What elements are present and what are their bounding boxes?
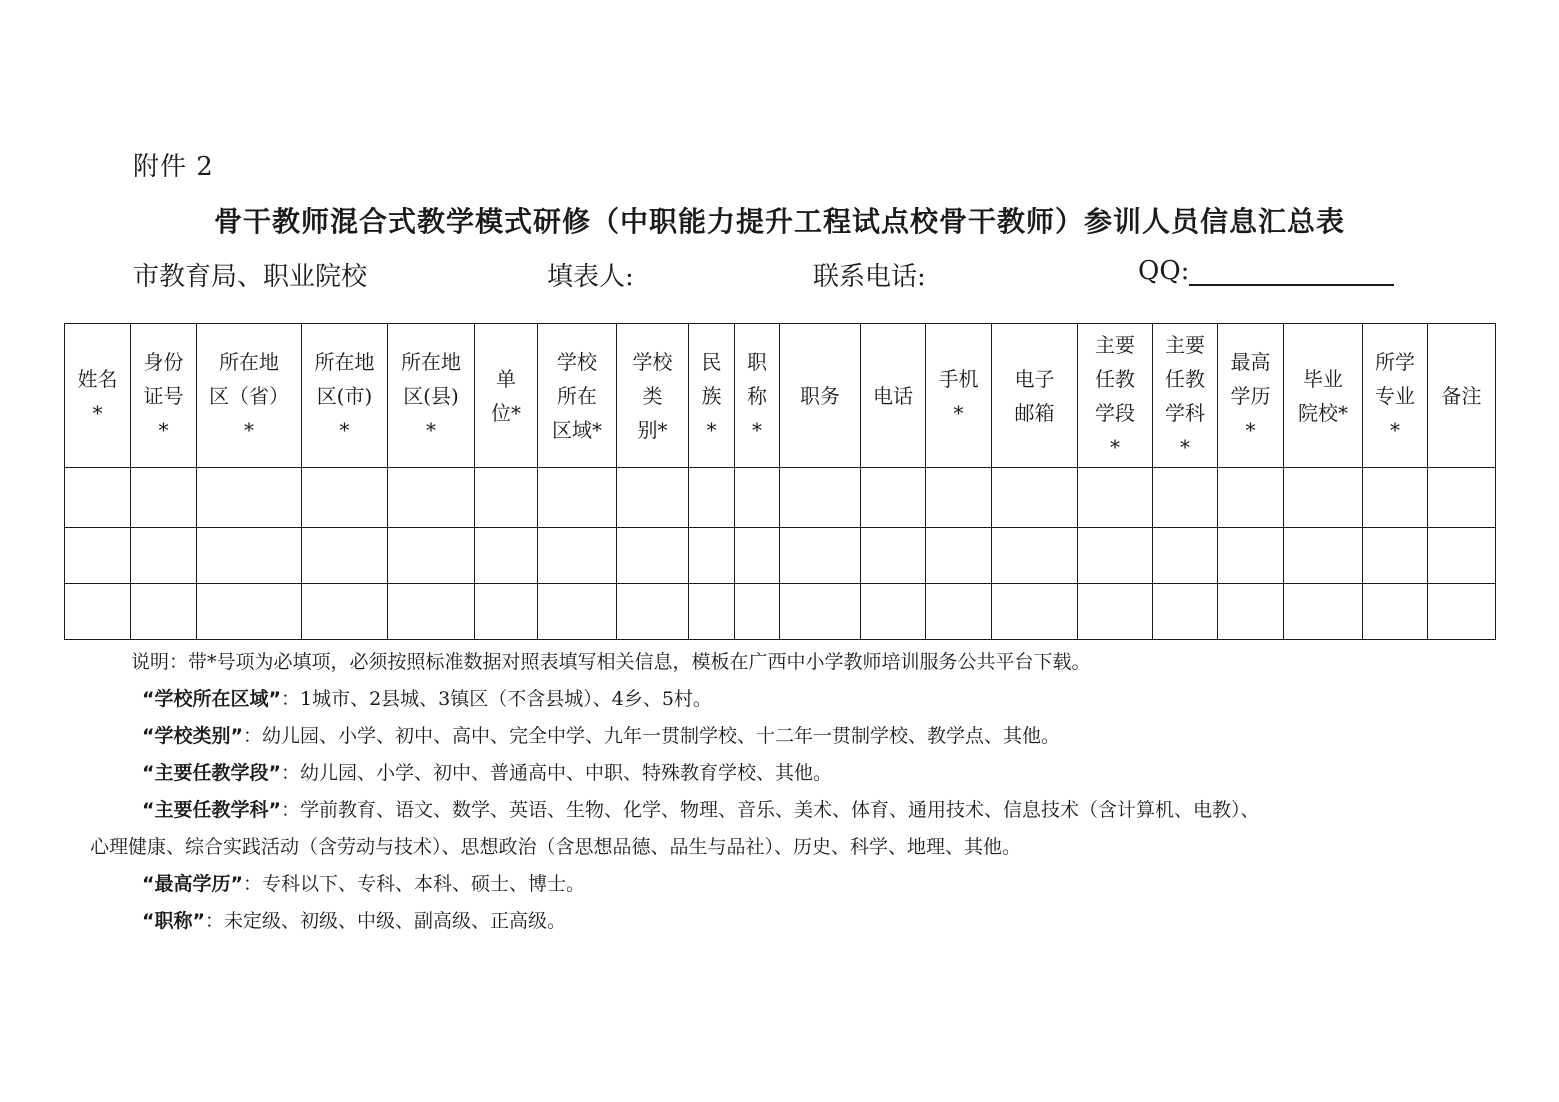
column-header: 职 称 * [735, 324, 780, 468]
table-cell-input[interactable] [388, 584, 475, 640]
note-subject: “主要任教学科”：学前教育、语文、数学、英语、生物、化学、物理、音乐、美术、体育、通用技术、信息技术（含计算机、电教）、 [142, 799, 1260, 821]
column-header: 电话 [861, 324, 926, 468]
table-cell-input[interactable] [689, 584, 735, 640]
table-cell-input[interactable] [926, 468, 992, 528]
table-cell-input[interactable] [475, 468, 538, 528]
table-cell-input[interactable] [926, 584, 992, 640]
column-header: 所在地 区(县) * [388, 324, 475, 468]
table-cell-input[interactable] [1078, 584, 1153, 640]
table-cell-input[interactable] [65, 528, 131, 584]
info-table [64, 323, 1496, 640]
table-cell-input[interactable] [1284, 528, 1363, 584]
note-title-rank: “职称”：未定级、初级、中级、副高级、正高级。 [142, 910, 566, 932]
note-region: “学校所在区域”：1城市、2县城、3镇区（不含县城）、4乡、5村。 [142, 688, 712, 710]
table-cell-input[interactable] [1078, 528, 1153, 584]
table-cell-input[interactable] [65, 468, 131, 528]
column-header: 最高 学历 * [1218, 324, 1284, 468]
note-intro: 说明：带*号项为必填项，必须按照标准数据对照表填写相关信息，模板在广西中小学教师培训服务公共平台下载。 [131, 651, 1091, 673]
table-cell-input[interactable] [926, 528, 992, 584]
table-cell-input[interactable] [1284, 468, 1363, 528]
column-header: 所在地 区(市) * [302, 324, 388, 468]
table-cell-input[interactable] [1218, 528, 1284, 584]
fill-qq-field [1138, 256, 1394, 286]
column-header: 毕业 院校* [1284, 324, 1363, 468]
table-cell-input[interactable] [1428, 468, 1496, 528]
fill-qq-label: QQ: [1138, 256, 1190, 286]
table-cell-input[interactable] [131, 528, 197, 584]
table-cell-input[interactable] [1428, 528, 1496, 584]
table-cell-input[interactable] [689, 468, 735, 528]
table-cell-input[interactable] [197, 468, 302, 528]
table-cell-input[interactable] [131, 468, 197, 528]
column-header: 主要 任教 学段 * [1078, 324, 1153, 468]
table-cell-input[interactable] [475, 584, 538, 640]
table-cell-input[interactable] [388, 468, 475, 528]
table-cell-input[interactable] [735, 528, 780, 584]
column-header: 职务 [780, 324, 861, 468]
table-cell-input[interactable] [538, 468, 617, 528]
fill-phone-label: 联系电话: [813, 262, 926, 292]
notes-section [90, 644, 1490, 940]
table-cell-input[interactable] [689, 528, 735, 584]
table-row [65, 584, 1496, 640]
table-cell-input[interactable] [992, 468, 1078, 528]
table-cell-input[interactable] [538, 528, 617, 584]
column-header: 备注 [1428, 324, 1496, 468]
table-cell-input[interactable] [197, 584, 302, 640]
annex-label: 附件 2 [133, 152, 214, 182]
table-cell-input[interactable] [735, 584, 780, 640]
table-cell-input[interactable] [1153, 584, 1218, 640]
table-cell-input[interactable] [617, 584, 689, 640]
table-cell-input[interactable] [1153, 468, 1218, 528]
table-header-row [65, 324, 1496, 468]
table-cell-input[interactable] [992, 528, 1078, 584]
qq-blank-line [1189, 256, 1394, 286]
table-cell-input[interactable] [617, 468, 689, 528]
table-cell-input[interactable] [617, 528, 689, 584]
table-cell-input[interactable] [780, 528, 861, 584]
column-header: 主要 任教 学科 * [1153, 324, 1218, 468]
table-cell-input[interactable] [475, 528, 538, 584]
table-cell-input[interactable] [388, 528, 475, 584]
table-cell-input[interactable] [861, 468, 926, 528]
column-header: 姓名 * [65, 324, 131, 468]
note-stage: “主要任教学段”：幼儿园、小学、初中、普通高中、中职、特殊教育学校、其他。 [142, 762, 832, 784]
table-cell-input[interactable] [780, 468, 861, 528]
table-cell-input[interactable] [1363, 584, 1428, 640]
table-cell-input[interactable] [302, 528, 388, 584]
table-cell-input[interactable] [1218, 468, 1284, 528]
table-cell-input[interactable] [1428, 584, 1496, 640]
column-header: 电子 邮箱 [992, 324, 1078, 468]
table-cell-input[interactable] [992, 584, 1078, 640]
column-header: 单 位* [475, 324, 538, 468]
table-cell-input[interactable] [302, 584, 388, 640]
table-row [65, 468, 1496, 528]
column-header: 学校 所在 区域* [538, 324, 617, 468]
column-header: 所在地 区（省） * [197, 324, 302, 468]
table-cell-input[interactable] [538, 584, 617, 640]
column-header: 民 族 * [689, 324, 735, 468]
fill-unit-label: 市教育局、职业院校 [133, 262, 368, 292]
table-cell-input[interactable] [735, 468, 780, 528]
table-cell-input[interactable] [65, 584, 131, 640]
fill-person-label: 填表人: [547, 262, 634, 292]
table-cell-input[interactable] [197, 528, 302, 584]
table-cell-input[interactable] [1284, 584, 1363, 640]
column-header: 身份 证号 * [131, 324, 197, 468]
table-cell-input[interactable] [861, 584, 926, 640]
column-header: 学校 类 别* [617, 324, 689, 468]
note-education: “最高学历”：专科以下、专科、本科、硕士、博士。 [142, 873, 585, 895]
note-school-type: “学校类别”：幼儿园、小学、初中、高中、完全中学、九年一贯制学校、十二年一贯制学校、教学点、其他。 [142, 725, 1060, 747]
note-subject-cont: 心理健康、综合实践活动（含劳动与技术）、思想政治（含思想品德、品生与品社）、历史、科学、地理、其他。 [90, 836, 1022, 858]
column-header: 手机 * [926, 324, 992, 468]
table-row [65, 528, 1496, 584]
table-cell-input[interactable] [1153, 528, 1218, 584]
table-cell-input[interactable] [1218, 584, 1284, 640]
table-cell-input[interactable] [1363, 468, 1428, 528]
table-cell-input[interactable] [131, 584, 197, 640]
table-cell-input[interactable] [302, 468, 388, 528]
table-cell-input[interactable] [861, 528, 926, 584]
table-cell-input[interactable] [1363, 528, 1428, 584]
page-title: 骨干教师混合式教学模式研修（中职能力提升工程试点校骨干教师）参训人员信息汇总表 [213, 205, 1345, 238]
table-cell-input[interactable] [1078, 468, 1153, 528]
column-header: 所学 专业 * [1363, 324, 1428, 468]
table-cell-input[interactable] [780, 584, 861, 640]
